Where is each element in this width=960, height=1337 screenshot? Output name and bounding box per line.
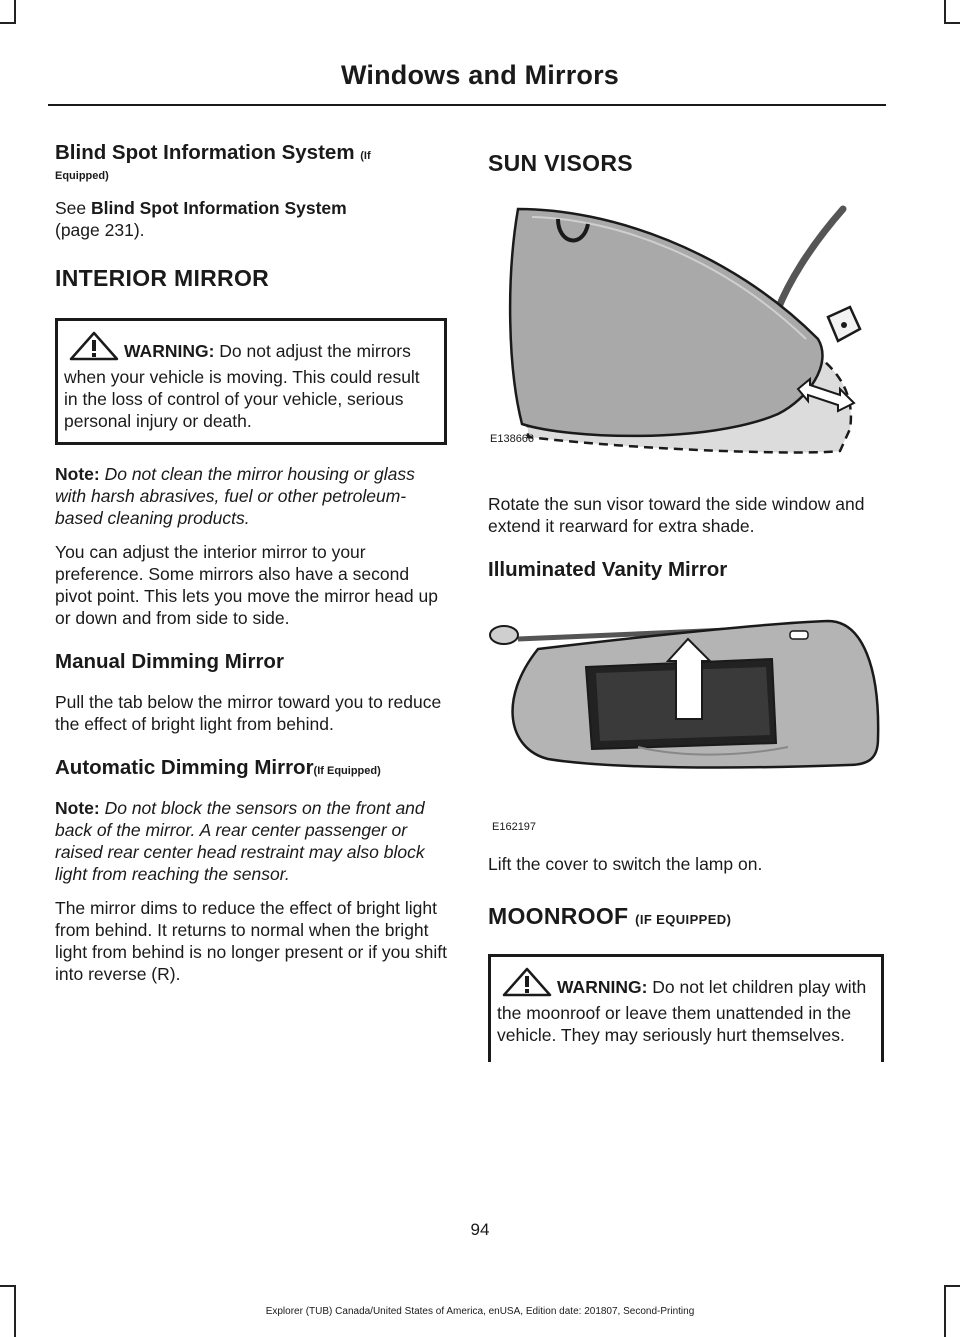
bsis-link[interactable]: Blind Spot Information System xyxy=(91,198,347,219)
header-divider xyxy=(48,104,886,106)
crop-mark xyxy=(944,1285,960,1287)
crop-mark xyxy=(14,0,16,22)
sun-visor-illustration xyxy=(488,189,884,461)
note-sensors: Note: Do not block the sensors on the front and back of the mirror. A rear center passenger or raised rear center head restraint may also block light from reaching the sensor. xyxy=(55,797,425,884)
figure-code: E138666 xyxy=(490,433,535,445)
vanity-mirror-heading: Illuminated Vanity Mirror xyxy=(488,558,728,581)
moonroof-warning-box: WARNING: Do not let children play with the moonroof or leave them unattended in the vehicle. They may seriously hurt themselves. xyxy=(488,954,884,1062)
vanity-mirror-paragraph: Lift the cover to switch the lamp on. xyxy=(488,853,763,874)
sun-visors-heading: SUN VISORS xyxy=(488,150,633,176)
auto-dimming-paragraph: The mirror dims to reduce the effect of bright light from behind. It returns to normal when the bright light from behind is no longer present or if you shift into reverse (R). xyxy=(55,897,448,984)
page-title: Windows and Mirrors xyxy=(340,60,620,90)
interior-mirror-heading: INTERIOR MIRROR xyxy=(55,265,270,292)
edition-info: Explorer (TUB) Canada/United States of America, enUSA, Edition date: 201807, Second-Printing xyxy=(265,1306,695,1317)
manual-dimming-paragraph: Pull the tab below the mirror toward you to reduce the effect of bright light from behind. xyxy=(55,692,442,734)
vanity-mirror-figure xyxy=(488,609,884,839)
right-column xyxy=(488,140,884,1080)
bsis-heading: Blind Spot Information System (If Equipped) xyxy=(55,141,371,182)
vanity-mirror-illustration xyxy=(488,609,884,821)
note-cleaning: Note: Do not clean the mirror housing or glass with harsh abrasives, fuel or other petroleum-based cleaning products. xyxy=(55,464,415,529)
interior-mirror-paragraph: You can adjust the interior mirror to your preference. Some mirrors also have a second pivot point. This lets you move the mirror head up or down and from side to side. xyxy=(55,542,438,629)
warning-box: WARNING: Do not adjust the mirrors when your vehicle is moving. This could result in the loss of control of your vehicle, serious personal injury or death. xyxy=(55,318,447,445)
sun-visor-paragraph: Rotate the sun visor toward the side window and extend it rearward for extra shade. xyxy=(488,494,865,536)
sun-visor-figure xyxy=(488,189,884,479)
moonroof-heading: MOONROOF (IF EQUIPPED) xyxy=(488,902,732,929)
figure-code: E162197 xyxy=(492,820,537,833)
crop-mark xyxy=(944,0,946,22)
left-column xyxy=(55,140,447,997)
crop-mark xyxy=(0,22,16,24)
bsis-reference: See Blind Spot Information System (page 231). xyxy=(55,198,347,241)
manual-dimming-heading: Manual Dimming Mirror xyxy=(55,650,284,674)
warning-triangle-icon xyxy=(501,967,553,1002)
warning-triangle-icon xyxy=(68,331,120,366)
crop-mark xyxy=(0,1285,16,1287)
page-number: 94 xyxy=(470,1220,490,1239)
auto-dimming-heading: Automatic Dimming Mirror(If Equipped) xyxy=(55,756,381,779)
crop-mark xyxy=(944,22,960,24)
